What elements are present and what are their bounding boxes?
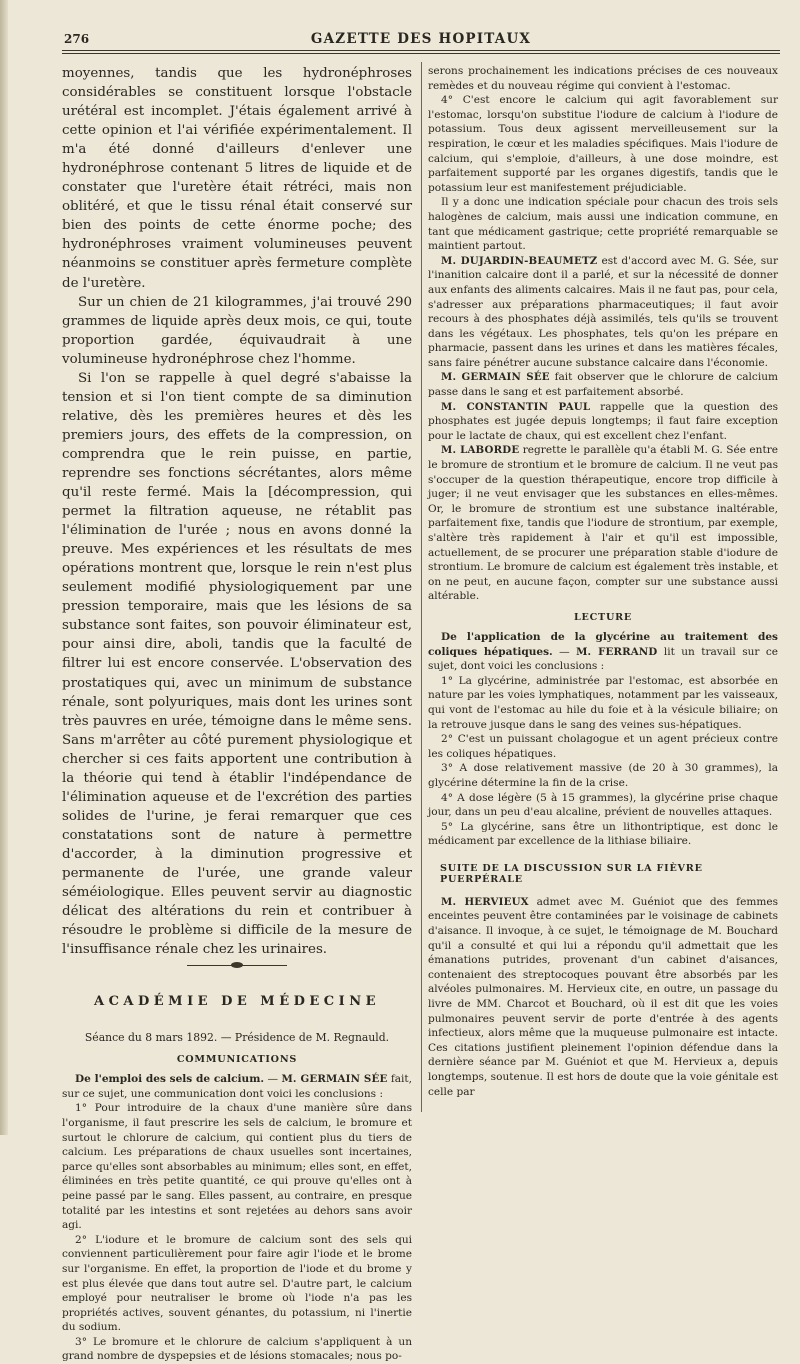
paragraph: Sur un chien de 21 kilogrammes, j'ai trouvé 290 grammes de liquide après deux mois, ce qui, toute proportion gardée, équivaudrait à une volumineuse hydronéphrose chez l'homme. [62, 294, 412, 367]
discussion-text: est d'accord avec M. G. Sée, sur l'inanition calcaire dont il a parlé, et sur la nécessité de donner aux enfants des aliments calcaires. Mais il ne faut pas, pour cela, s'adresser aux préparations pharmaceutiques; il faut avoir recours à des phosphates déjà assimilés, tels qu'ils se trouvent dans les végétaux. Les phosphates, tels qu'on les prépare en pharmacie, passent dans les urines et dans les matières fécales, sans faire pénétrer aucune substance calcaire dans l'économie. [428, 254, 778, 369]
paragraph: serons prochainement les indications précises de ces nouveaux remèdes et du nouveau régime qui convient à l'estomac. [428, 65, 778, 92]
conclusion-item: 3° A dose relativement massive (de 20 à 30 grammes), la glycérine détermine la fin de la crise. [428, 762, 778, 789]
page-edge [0, 0, 8, 1135]
discussion-entry [428, 370, 778, 399]
column-divider [421, 62, 422, 1112]
conclusion-item: 5° La glycérine, sans être un lithontriptique, est donc le médicament par excellence de la lithiase biliaire. [428, 820, 778, 848]
calcium-intro [62, 1072, 412, 1101]
calcium-author: M. GERMAIN SÉE [281, 1073, 388, 1086]
running-title: GAZETTE DES HOPITAUX [310, 31, 532, 47]
glycerine-intro: De l'application de la glycérine au traitement des coliques hépatiques. — M. FERRAND lit un travail sur ce sujet, dont voici les conclusions : [428, 630, 778, 673]
left-column [62, 64, 412, 1364]
discussion-text: fait observer que le chlorure de calcium passe dans le sang et est parfaitement absorbé. [428, 371, 779, 399]
speaker-name: M. LABORDE [441, 444, 520, 457]
conclusion-item: 4° C'est encore le calcium qui agit favorablement sur l'estomac, lorsqu'on substitue l'iodure de calcium à l'iodure de potassium. Tous deux agissent merveilleusement sur la respiration, le cœur et les maladies spécifiques. Mais l'iodure de calcium, qui s'emploie, d'ailleurs, à une dose moindre, est parfaitement supporté par les organes digestifs, tandis que le potassium leur est manifestement préjudiciable. [428, 94, 778, 194]
paragraph: Il y a donc une indication spéciale pour chacun des trois sels halogènes de calcium, mais aussi une indication commune, en tant que médicament gastrique; cette propriété remarquable se maintient partout. [428, 196, 778, 253]
discussion-entry [428, 443, 778, 604]
header-rule [62, 50, 780, 51]
conclusion-item: 4° A dose légère (5 à 15 grammes), la glycérine prise chaque jour, dans un peu d'eau alcaline, prévient de nouvelles attaques. [428, 791, 778, 819]
speaker-name: M. HERVIEUX [441, 895, 529, 908]
speaker-name: M. DUJARDIN-BEAUMETZ [441, 254, 598, 267]
seance-line: Séance du 8 mars 1892. — Présidence de M. Regnauld. [84, 1031, 390, 1045]
speaker-name: M. GERMAIN SÉE [441, 371, 550, 384]
discussion-text: rappelle que la question des phosphates est jugée depuis longtemps; il faut faire exception pour le lactate de chaux, qui est excellent chez l'enfant. [428, 400, 778, 442]
calcium-communication [62, 1072, 412, 1364]
header-rule-second [62, 53, 780, 54]
glycerine-intro-text: lit un travail sur ce sujet, dont voici les conclusions : [428, 645, 778, 673]
page-number: 276 [64, 32, 90, 46]
discussion-text: regrette le parallèle qu'a établi M. G. Sée entre le bromure de strontium et le bromure de calcium. Il ne veut pas s'occuper de la question thérapeutique, encore trop difficile à juger; il ne veut envisager que les substances en elles-mêmes. Or, le bromure de strontium est une substance inaltérable, parfaitement fixe, tandis que l'iodure de strontium, par exemple, s'altère très rapidement à l'air et qu'il est impossible, actuellement, de se procurer une préparation stable d'iodure de strontium. Le bromure de calcium est également très instable, et on ne peut, en aucune façon, compter sur une substance aussi altérable. [428, 444, 778, 603]
paragraph: Si l'on se rappelle à quel degré s'abaisse la tension et si l'on tient compte de sa diminution relative, dès les premières heures et dès les premiers jours, des effets de la compression, on comprendra que le rein puisse, en partie, reprendre ses fonctions sécrétantes, alors même qu'il reste fermé. Mais la [décompression, qui permet la filtration aqueuse, ne rétablit pas l'élimination de l'urée ; nous en avons donné la preuve. Mes expériences et les résultats de mes opérations montrent que, lorsque le rein n'est plus seulement modifié physiologiquement par une pression temporaire, mais que les lésions de sa substance sont faites, son pouvoir éliminateur est, pour ainsi dire, aboli, tandis que la faculté de filtrer lui est encore conservée. L'observation des prostatiques qui, avec un minimum de substance rénale, sont polyuriques, mais dont les urines sont très pauvres en urée, témoigne dans le même sens. Sans m'arrêter au côté purement physiologique et chercher si ces faits apportent une contribution à la théorie qui tend à établir l'indépendance de l'élimination aqueuse et de l'excrétion des parties solides de l'urine, je ferai remarquer que ces constatations sont de nature à permettre d'accorder, à la diminution progressive et permanente de l'urée, une grande valeur séméiologique. Elles peuvent servir au diagnostic délicat des altérations du rein et contribuer à résoudre le problème si difficile de la mesure de l'insuffisance rénale chez les urinaires. [62, 370, 412, 958]
calcium-intro-text: fait, sur ce sujet, une communication dont voici les conclusions : [62, 1073, 412, 1100]
conclusion-item: 3° Le bromure et le chlorure de calcium s'appliquent à un grand nombre de dyspepsies et de lésions stomacales; nous po- [62, 1335, 412, 1363]
discussion-text: admet avec M. Guéniot que des femmes enceintes peuvent être contaminées par le voisinage de cabinets d'aisance. Il invoque, à ce sujet, le témoignage de M. Bouchard qu'il a consulté et qui lui a répondu qu'il admettait que les émanations putrides, provenant d'un cabinet d'aisances, contenaient des streptocoques pouvant être absorbés par les alvéoles pulmonaires. M. Hervieux cite, en outre, un passage du livre de MM. Charcot et Bouchard, où il est dit que les voies pulmonaires peuvent servir de porte d'entrée à des agents infectieux, alors même que la muqueuse pulmonaire est intacte. Ces citations justifient pleinement l'opinion défendue dans la dernière séance par M. Guéniot et que M. Hervieux a, depuis longtemps, soutenue. Il est hors de doute que la voie génitale est celle par [428, 895, 778, 1098]
speaker-name: M. CONSTANTIN PAUL [441, 400, 591, 413]
dash: — [264, 1073, 282, 1086]
right-column [428, 64, 778, 1099]
conclusion-item: 1° La glycérine, administrée par l'estomac, est absorbée en nature par les voies lymphatiques, notamment par les vaisseaux, qui vont de l'estomac au hile du foie et à la vésicule biliaire; on la retrouve jusque dans le sang des veines sus-hépatiques. [428, 674, 778, 731]
glycerine-author: M. FERRAND [576, 645, 658, 658]
discussion-entry [428, 400, 778, 444]
conclusion-item: 1° Pour introduire de la chaux d'une manière sûre dans l'organisme, il faut prescrire les sels de calcium, le bromure et surtout le chlorure de calcium, qui contient plus du tiers de calcium. Les préparations de chaux usuelles sont incertaines, parce qu'elles sont absorbables au minimum; elles sont, en effet, éliminées en très petite quantité, ce qui prouve qu'elles ont à peine passé par le sang. Elles passent, au contraire, en presque totalité par les intestins et sont rejetées au dehors sans avoir agi. [62, 1102, 412, 1232]
ornamental-separator [187, 962, 287, 968]
discussion-entry [428, 254, 778, 371]
paragraph: moyennes, tandis que les hydronéphroses considérables se constituent lorsque l'obstacle urétéral est incomplet. J'étais également arrivé à cette opinion et l'ai vérifiée expérimentalement. Il m'a été donné d'ailleurs d'enlever une hydronéphrose contenant 5 litres de liquide et de constater que l'uretère était rétréci, mais non oblitéré, et que le tissu rénal était conservé sur bien des points de cette énorme poche; des hydronéphroses vraiment volumineuses peuvent néanmoins se constituer après fermeture complète de l'uretère. [62, 66, 412, 291]
section-title-academie: ACADÉMIE DE MÉDECINE [93, 994, 380, 1010]
conclusion-item: 2° C'est un puissant cholagogue et un agent précieux contre les coliques hépatiques. [428, 733, 778, 760]
calcium-title: De l'emploi des sels de calcium. [75, 1073, 265, 1086]
discussion-entry [428, 895, 778, 1099]
glycerine-title: De l'application de la glycérine au traitement des coliques hépatiques. [428, 630, 778, 658]
page-header [62, 28, 780, 50]
communications-heading: COMMUNICATIONS [176, 1054, 298, 1066]
article-body [62, 64, 412, 959]
fievre-heading: SUITE DE LA DISCUSSION SUR LA FIÈVRE PUERPÉRALE [440, 862, 703, 885]
conclusion-item: 2° L'iodure et le bromure de calcium sont des sels qui conviennent particulièrement pour faire agir l'iode et le brome sur l'organisme. En effet, la proportion de l'iode et du brome y est plus élevée que dans tout autre sel. D'autre part, le calcium employé pour neutraliser le brome où l'iode n'a pas les propriétés actives, souvent génantes, du potassium, ni l'inertie du sodium. [62, 1233, 412, 1334]
lecture-heading: LECTURE [573, 611, 633, 623]
